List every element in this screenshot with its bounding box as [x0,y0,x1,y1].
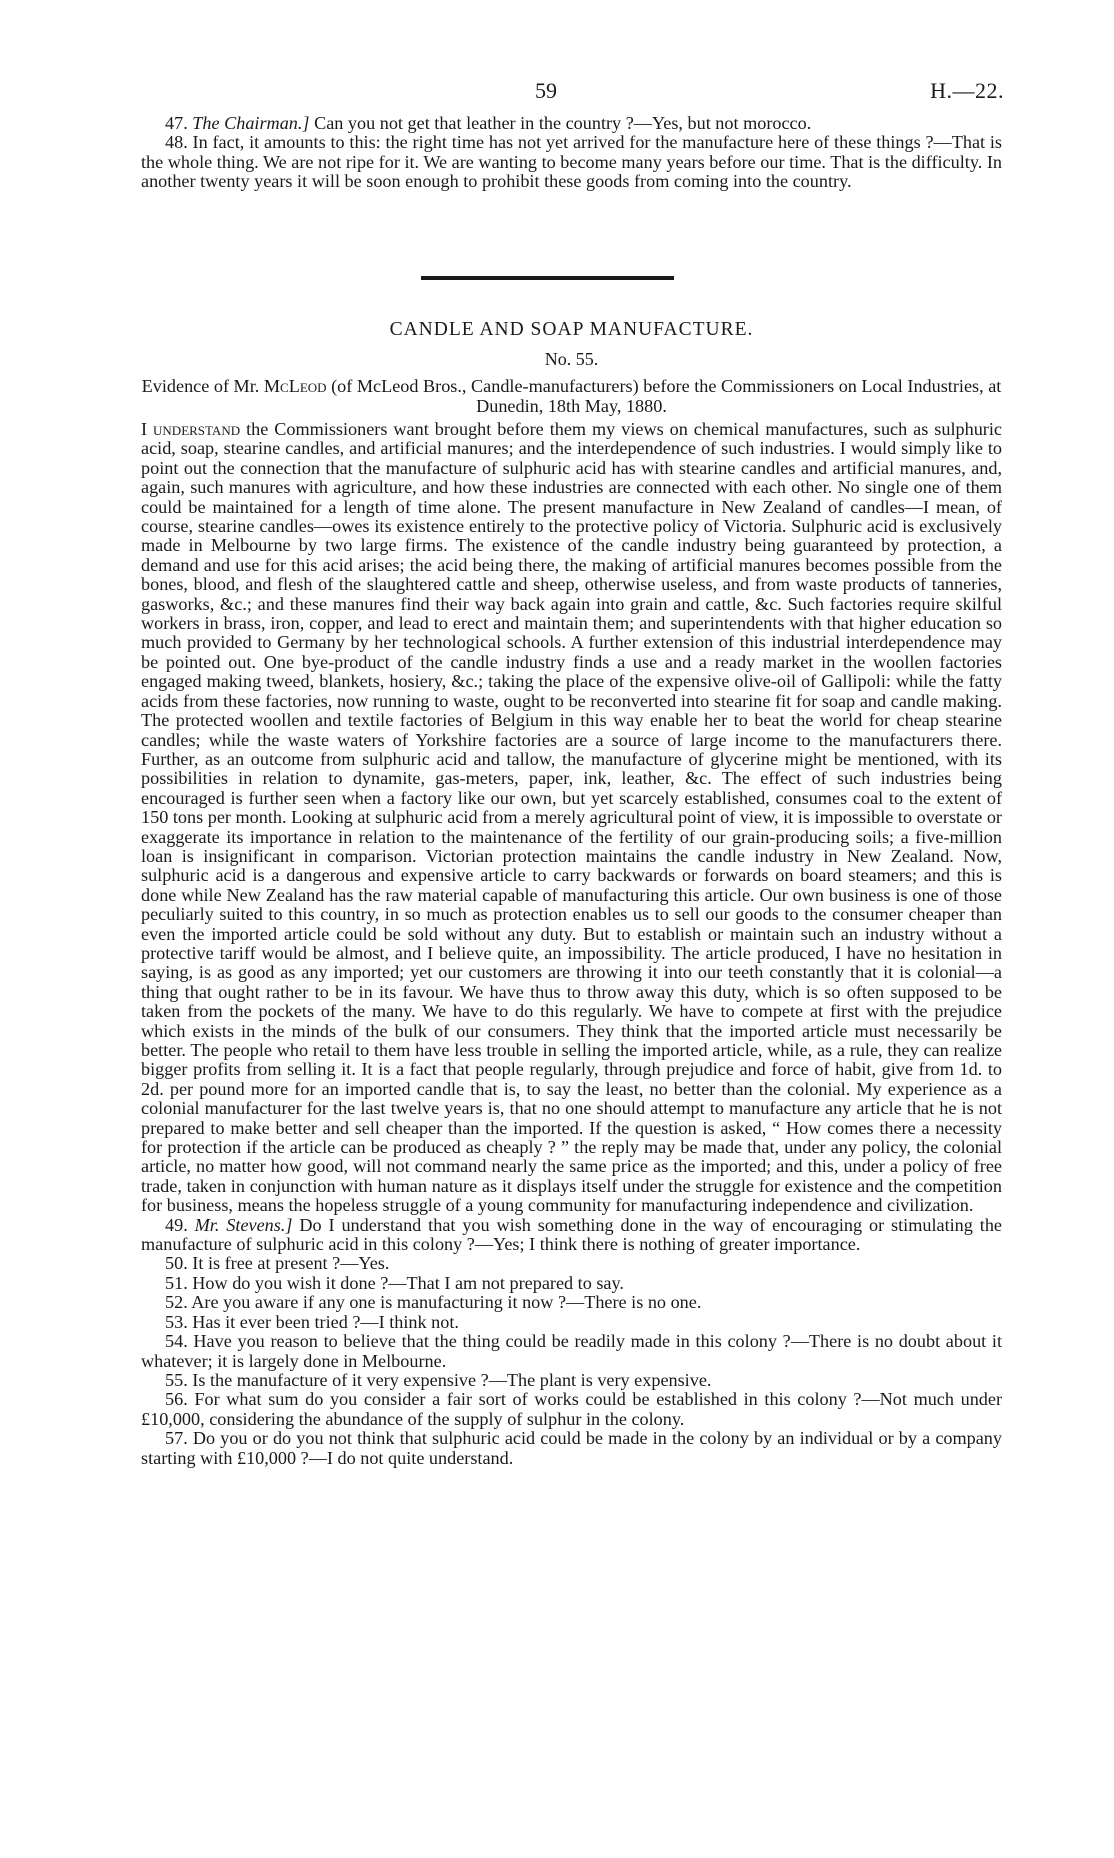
evidence-number: No. 55. [544,349,599,369]
qa-text: Do you or do you not think that sulphuric acid could be made in the colony by an individual or by a company starting with £10,000 ?—I do not quite understand. [141,1428,1002,1468]
qa-item [141,114,1002,133]
qa-text: Are you aware if any one is manufacturing it now ?—There is no one. [191,1292,702,1313]
statement-body: the Commissioners want brought before them my views on chemical manufactures, such as sulphuric acid, soap, stearine candles, and artificial manures; and the interdependence of such industries. I would simply like to point out the connection that the manufacture of sulphuric acid has with stearine candles and artificial manures, and, again, such manures with agriculture, and how these industries are connected with each other. No single one of them could be maintained for a length of time alone. The present manufacture in New Zealand of candles—I mean, of course, stearine candles—owes its existence entirely to the protective policy of Victoria. Sulphuric acid is exclusively made in Melbourne by two large firms. The existence of the candle industry being guaranteed by protection, a demand and use for this acid arises; the acid being there, the making of artificial manures becomes possible from the bones, blood, and flesh of the slaughtered cattle and sheep, otherwise useless, and from waste products of tanneries, gasworks, &c.; and these manures find their way back again into grain and cattle, &c. Such factories require skilful workers in brass, iron, copper, and lead to erect and maintain them; and superintendents with that higher education so much provided to Germany by her technological schools. A further extension of this industrial interdependence may be pointed out. One bye-product of the candle industry finds a use and a ready market in the woollen factories engaged making tweed, blankets, hosiery, &c.; taking the place of the expensive olive-oil of Gallipoli: while the fatty acids from these factories, now running to waste, ought to be reconverted into stearine fit for soap and candle making. The protected woollen and textile factories of Belgium in this way enable her to beat the world for cheap stearine candles; while the waste waters of Yorkshire factories are a source of large income to the manufacturers there. Further, as an outcome from sulphuric acid and tallow, the manufacture of glycerine might be mentioned, with its possibilities in relation to dynamite, gas-meters, paper, ink, leather, &c. The effect of such industries being encouraged is further seen when a factory like our own, but yet scarcely established, consumes coal to the extent of 150 tons per month. Looking at sulphuric acid from a merely agricultural point of view, it is impossible to overstate or exaggerate its importance in relation to the maintenance of the fertility of our grain-producing soils; a five-million loan is insignificant in comparison. Victorian protection maintains the candle industry in New Zealand. Now, sulphuric acid is a dangerous and expensive article to carry backwards or forwards on board steamers; and this is done while New Zealand has the raw material capable of manufacturing this article. Our own business is one of those peculiarly suited to this country, in so much as protection enables us to sell our goods to the consumer cheaper than even the imported article could be sold without any duty. But to establish or maintain such an industry without a protective tariff would be almost, and I believe quite, an impossibility. The article produced, I have no hesitation in saying, is as good as any imported; yet our customers are throwing it into our teeth constantly that it is colonial—a thing that ought rather to be in its favour. We have thus to throw away this duty, which is so often supposed to be taken from the pockets of the many. We have to do this regularly. We have to compete at first with the prejudice which exists in the minds of the bulk of our consumers. They think that the imported article must necessarily be better. The people who retail to them have less trouble in selling the imported article, while, as a rule, they can realize bigger profits from selling it. It is a fact that people regularly, through prejudice and force of habit, give from 1d. to 2d. per pound more for an imported candle that is, to say the least, no better than the colonial. My experience as a colonial manufacturer for the last twelve years is, that no one should attempt to manufacture any article that he is not prepared to make better and sell cheaper than the imported. If the question is asked, “ How comes there a necessity for protection if the article can be produced as cheaply ? ” the reply may be made that, under any policy, the colonial article, no matter how good, will not command nearly the same price as the imported; and this, under a policy of free trade, taken in conjunction with human nature as it displays itself under the struggle for existence and the competition for business, means the hopeless struggle of a young community for manufacturing independence and civilization. [141,419,1002,1216]
qa-item [141,1390,1002,1429]
qa-number: 51. [165,1272,188,1293]
qa-item [141,1274,1002,1293]
intro-prefix: Evidence of Mr. [141,376,264,396]
qa-text: Can you not get that leather in the country ?—Yes, but not morocco. [309,113,812,133]
qa-number: 52. [165,1292,188,1313]
qa-item [141,1429,1002,1468]
qa-number: 47. [165,113,188,133]
qa-number: 55. [165,1369,188,1390]
qa-number: 50. [165,1253,188,1274]
statement-paragraph [141,420,1002,1216]
qa-item [141,1254,1002,1273]
qa-number: 54. [165,1331,188,1352]
qa-speaker: The Chairman.] [192,113,310,133]
evidence-intro [141,376,1002,416]
witness-statement [141,420,1002,1468]
qa-item [141,133,1002,191]
section-title: CANDLE AND SOAP MANUFACTURE. [389,319,754,340]
qa-text: Do I understand that you wish something done in the way of encouraging or stimulating the manufacture of sulphuric acid in this colony ?—Yes; I think there is nothing of greater importance. [141,1214,1002,1255]
qa-number: 53. [165,1311,188,1332]
qa-text: Is the manufacture of it very expensive ?—The plant is very expensive. [192,1369,712,1390]
witness-name: McLeod [263,376,327,396]
page-number: 59 [535,78,557,103]
intro-suffix: (of McLeod Bros., Candle-manufacturers) before the Commissioners on Local Industries, at Dunedin, 18th May, 1880. [326,376,1002,416]
qa-speaker: Mr. Stevens.] [194,1214,293,1235]
statement-lead: I understand [141,419,241,439]
qa-text: Has it ever been tried ?—I think not. [192,1311,459,1332]
section-divider [421,276,674,280]
qa-item [141,1371,1002,1390]
document-reference: H.—22. [930,78,1004,103]
qa-text: In fact, it amounts to this: the right time has not yet arrived for the manufacture here of these things ?—That is the whole thing. We are not ripe for it. We are wanting to become many years before our time. That is the difficulty. In another twenty years it will be soon enough to prohibit these goods from coming into the country. [141,132,1003,192]
qa-number: 56. [165,1389,188,1410]
qa-item [141,1313,1002,1332]
qa-number: 57. [165,1428,188,1449]
qa-item [141,1293,1002,1312]
qa-text: For what sum do you consider a fair sort of works could be established in this colony ?—Not much under £10,000, considering the abundance of the supply of sulphur in the colony. [141,1389,1003,1429]
qa-text: Have you reason to believe that the thing could be readily made in this colony ?—There is no doubt about it whatever; it is largely done in Melbourne. [141,1331,1002,1371]
qa-item [141,1216,1002,1255]
top-qa-block [141,114,1002,192]
qa-text: How do you wish it done ?—That I am not prepared to say. [192,1272,624,1293]
qa-number: 48. [165,132,188,153]
qa-number: 49. [165,1214,188,1235]
qa-item [141,1332,1002,1371]
qa-text: It is free at present ?—Yes. [192,1253,390,1274]
